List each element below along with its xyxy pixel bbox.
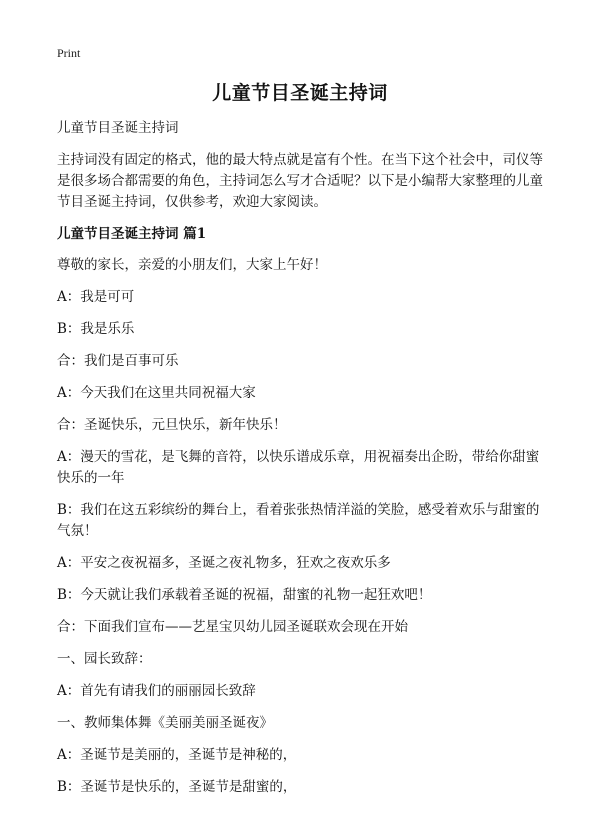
script-line: 合：圣诞快乐，元旦快乐，新年快乐！ (57, 417, 287, 433)
document-body (57, 118, 547, 809)
script-line: A：今天我们在这里共同祝福大家 (57, 385, 256, 401)
script-line: A：我是可可 (57, 289, 135, 305)
script-line: B：我是乐乐 (57, 321, 135, 337)
script-line: 一、教师集体舞《美丽美丽圣诞夜》 (57, 715, 273, 731)
script-line: B：我们在这五彩缤纷的舞台上，看着张张热情洋溢的笑脸，感受着欢乐与甜蜜的气氛！ (57, 502, 540, 539)
document-title: 儿童节目圣诞主持词 (212, 82, 388, 104)
script-line: A：平安之夜祝福多，圣诞之夜礼物多，狂欢之夜欢乐多 (57, 555, 391, 571)
script-line: A：圣诞节是美丽的，圣诞节是神秘的， (57, 747, 297, 763)
script-line: A：漫天的雪花，是飞舞的音符，以快乐谱成乐章，用祝福奏出企盼，带给你甜蜜快乐的一年 (57, 449, 540, 486)
script-line: 合：我们是百事可乐 (57, 353, 179, 369)
script-line: 合：下面我们宣布——艺星宝贝幼儿园圣诞联欢会现在开始 (57, 619, 408, 635)
document-subtitle: 儿童节目圣诞主持词 (57, 120, 179, 136)
script-line: A：首先有请我们的丽丽园长致辞 (57, 683, 256, 699)
intro-paragraph: 主持词没有固定的格式，他的最大特点就是富有个性。在当下这个社会中，司仪等是很多场合都需要的角色，主持词怎么写才合适呢？以下是小编帮大家整理的儿童节目圣诞主持词，仅供参考，欢迎大家阅读。 (57, 152, 543, 210)
script-line: B：圣诞节是快乐的，圣诞节是甜蜜的， (57, 779, 297, 795)
section-heading: 儿童节目圣诞主持词 篇1 (57, 226, 207, 242)
script-line: B：今天就让我们承载着圣诞的祝福，甜蜜的礼物一起狂欢吧！ (57, 587, 432, 603)
script-line: 一、园长致辞： (57, 651, 152, 667)
script-line: 尊敬的家长，亲爱的小朋友们，大家上午好！ (57, 257, 327, 273)
print-link[interactable]: Print (57, 46, 81, 60)
